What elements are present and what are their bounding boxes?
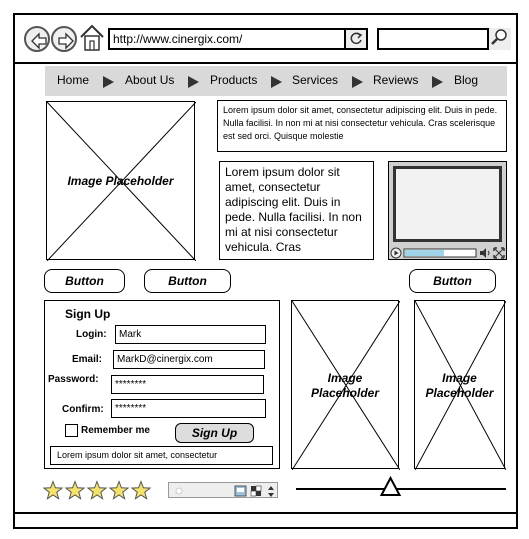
button-3[interactable]: Button [409,269,496,293]
hero-image-placeholder [46,101,195,260]
login-label: Login: [76,329,107,340]
refresh-icon [346,30,366,48]
slider-track [296,476,506,496]
star-icon[interactable] [66,482,84,499]
video-controls-bar [390,247,505,259]
video-screen[interactable] [393,166,502,242]
fullscreen-icon[interactable] [494,248,504,258]
url-bar[interactable] [108,28,368,50]
forward-arrow-icon [55,30,77,52]
intro-paragraph-text: Lorem ipsum dolor sit amet, consectetur adipiscing elit. Duis in pede. Nulla facilisi. In non mi at nisi consectetur vehicula. Cras scelerisque est sed orci. Quisque molestie [223,105,498,141]
home-icon [79,24,105,52]
login-field[interactable] [115,325,266,344]
video-progress-fill [405,250,444,256]
toolbar-widget-icons [169,483,279,499]
home-button[interactable] [79,24,105,52]
confirm-label: Confirm: [62,404,104,415]
star-rating-stars [43,480,153,502]
star-rating[interactable] [43,480,153,507]
remember-me-checkbox[interactable] [65,424,78,437]
grid-icon[interactable] [251,486,261,496]
nav-separator-arrow-icon [103,76,114,88]
gallery-image-placeholder-2 [414,300,505,469]
star-icon[interactable] [132,482,150,499]
email-field[interactable] [113,350,265,369]
url-text: http://www.cinergix.com/ [113,32,243,46]
image-placeholder-label: Image Placeholder [67,174,174,188]
slider-thumb-icon[interactable] [382,478,400,495]
back-button[interactable] [24,26,50,52]
volume-icon[interactable] [480,248,486,258]
confirm-password-field[interactable] [111,399,266,418]
nav-separator-arrow-icon [271,76,282,88]
description-paragraph-text: Lorem ipsum dolor sit amet, consectetur adipiscing elit. Duis in pede. Nulla facilisi. In non mi at nisi consectetur vehicula. Cras [225,165,362,254]
sign-up-button[interactable]: Sign Up [175,423,254,443]
star-icon[interactable] [110,482,128,499]
description-paragraph [219,161,374,260]
confirm-password-field-value: ******** [115,403,147,414]
refresh-button[interactable] [344,28,368,50]
email-label: Email: [72,354,103,365]
search-input[interactable] [377,28,511,50]
signup-title: Sign Up [65,307,111,321]
video-controls [390,246,505,258]
nav-separator-arrow-icon [352,76,363,88]
login-field-value: Mark [119,329,142,340]
video-player [388,161,507,260]
star-icon[interactable] [88,482,106,499]
nav-item-about-us[interactable]: About Us [125,73,175,87]
star-icon[interactable] [44,482,62,499]
password-field-value: ******** [115,379,147,390]
search-button[interactable] [487,28,511,50]
remember-me-label: Remember me [81,425,150,436]
image-placeholder-label-line2: Placeholder [310,386,380,400]
password-label: Password: [48,374,99,385]
nav-item-products[interactable]: Products [210,73,258,87]
nav-item-services[interactable]: Services [292,73,339,87]
intro-paragraph [217,100,507,152]
toolbar-widget [168,482,278,498]
signup-form [44,300,280,469]
printer-icon[interactable] [235,486,246,496]
status-bar-divider [13,512,518,514]
password-field[interactable] [111,375,264,394]
nav-item-home[interactable]: Home [57,73,90,87]
nav-item-blog[interactable]: Blog [454,73,479,87]
toolbar-divider [13,62,518,64]
nav-item-reviews[interactable]: Reviews [373,73,419,87]
image-placeholder-label-line2: Placeholder [425,386,494,400]
signup-footer-text-value: Lorem ipsum dolor sit amet, consectetur [57,450,218,460]
nav-separator-arrow-icon [432,76,443,88]
gallery-image-placeholder-1 [291,300,399,469]
signup-footer-text [50,446,273,465]
email-field-value: MarkD@cinergix.com [117,354,213,365]
navigation-bar [45,66,507,96]
forward-button[interactable] [51,26,77,52]
image-placeholder-label-line1: Image [442,371,477,385]
back-arrow-icon [28,30,50,52]
dot-icon [176,488,182,494]
up-down-arrows-icon[interactable] [268,486,274,497]
search-icon [489,28,511,46]
slider[interactable] [296,476,506,496]
button-2[interactable]: Button [144,269,231,293]
image-placeholder-label-line1: Image [327,371,363,385]
nav-separator-arrow-icon [188,76,199,88]
button-1[interactable]: Button [44,269,125,293]
